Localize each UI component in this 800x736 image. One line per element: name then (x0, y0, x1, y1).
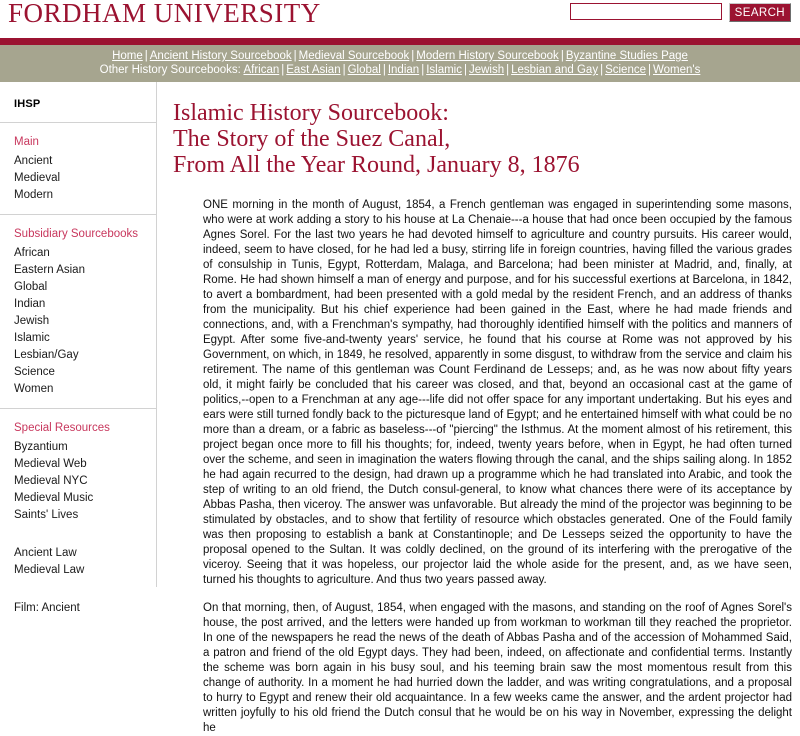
nav-secondary-label: Other History Sourcebooks: (99, 64, 241, 76)
page-title-line-3: From All the Year Round, January 8, 1876 (173, 152, 580, 178)
sidebar-title: IHSP (14, 98, 41, 110)
article-paragraph-1: ONE morning in the month of August, 1854, a French gentleman was engaged in superintending some masons, who were at work adding a story to his house at La Chenaie---a house that had once been occupied by the famous Agnes Sorel. For the last two years he had devoted himself to agriculture and country pursuits. His career would, indeed, seem to have closed, for he had led a busy, stirring life in foreign countries, having filled the various grades of consulship in Tunis, Egypt, Rotterdam, Malaga, and Barcelona; had been minister at Madrid, and, finally, at Rome. He had shown himself a man of energy and purpose, and for his successful exertions at Barcelona, in 1842, to avert a bombardment, had been presented with a gold medal by the resident French, and an address of thanks from the municipality. But his chief experience had been gained in the East, where he had made friends and connections, and, with a Frenchman's sympathy, had thoroughly identified himself with the politics and manners of Egypt. After some five-and-twenty years' service, he found that his course at Rome was not approved by his Government, on which, in 1849, he resolved, apparently in some disgust, to withdraw from the service and claim his retirement. The name of this gentleman was Count Ferdinand de Lesseps; and, as he was now about fifty years old, it might fairly be concluded that his career was closed, and that, beyond an occasional cast at the game of politics,--open to a Frenchman at any age---life did not offer space for any important undertaking. But his eyes and ears were still turned fondly back to the picturesque land of Egypt; and he entertained himself with what could be no more than a dream, or a fabric as baseless---of "piercing" the Isthmus. At the moment almost of his retirement, this project began once more to fill his thoughts; for, indeed, twenty years before, when in Egypt, he had often turned over the scheme, and seen in imagination the waters flowing through the canal, and the ships sailing along. In 1852 he had again recurred to the design, had drawn up a programme which he had translated into Arabic, and took the step of writing to an old friend, the Dutch consul-general, to know what chances there were of its acceptance by Abbas Pasha, then viceroy. The answer was unfavorable. But already the mind of the projector was beginning to be stimulated by obstacles, and to show that fertility of resource which obstacles generated. One of the Fould family was then proposing to establish a bank at Constantinople; and De Lesseps seized the opportunity to have the proposal opened to the Sultan. It was coldly declined, on the ground of its interfering with the prerogative of the viceroy. Seeing that it was hopeless, our projector laid the whole aside for the present, and, as we have seen, turned his thoughts to agriculture. And thus two years passed away. (203, 199, 792, 586)
sidebar-item-byzantium[interactable]: Byzantium (14, 441, 68, 453)
sidebar-item-global[interactable]: Global (14, 281, 48, 293)
sidebar-group-special-resources (0, 420, 156, 534)
page-title-line-2: The Story of the Suez Canal, (173, 126, 451, 152)
sidebar-item-african[interactable]: African (14, 247, 50, 259)
sidebar-item-science[interactable]: Science (14, 366, 55, 378)
nav-separator: | (560, 50, 564, 62)
site-navigation (0, 45, 800, 82)
nav-separator: | (506, 64, 510, 76)
sidebar-item-film-ancient[interactable]: Film: Ancient (14, 602, 80, 614)
sidebar-item-women[interactable]: Women (14, 383, 54, 395)
nav-separator: | (421, 64, 425, 76)
sidebar-item-ancient-law[interactable]: Ancient Law (14, 547, 77, 559)
nav-separator: | (382, 64, 386, 76)
article-paragraph-2: On that morning, then, of August, 1854, when engaged with the masons, and standing on the roof of Agnes Sorel's house, the post arrived, and the letters were handed up from workman to workman till they reached the proprietor. In one of the newspapers he read the news of the death of Abbas Pasha and of the accession of Mohammed Said, a patron and friend of the old Egypt days. They had been, indeed, on affectionate and confidential terms. Instantly the scheme was born again in his busy soul, and his teeming brain saw the most momentous result from this change of authority. In a moment he had hurried down the ladder, and was writing congratulations, and a proposal to hurry to Egypt and renew their old acquaintance. In a few weeks came the answer, and the ardent projector had written joyfully to his old friend the Dutch consul that he would be on his way in November, expressing the delight he (203, 602, 792, 734)
nav-separator: | (600, 64, 604, 76)
nav-row-primary (0, 49, 800, 63)
nav-link-science[interactable]: Science (605, 64, 646, 76)
nav-link-lesbian-and-gay[interactable]: Lesbian and Gay (511, 64, 599, 76)
masthead-divider-bar (0, 38, 800, 45)
nav-link-medieval-sourcebook[interactable]: Medieval Sourcebook (298, 50, 410, 62)
sidebar-divider (0, 408, 156, 409)
nav-link-modern-history-sourcebook[interactable]: Modern History Sourcebook (416, 50, 559, 62)
sidebar-spacer (0, 589, 156, 600)
nav-separator: | (411, 50, 415, 62)
sidebar-heading-special-resources: Special Resources (14, 422, 110, 434)
nav-link-islamic[interactable]: Islamic (426, 64, 462, 76)
search-input[interactable] (570, 3, 722, 20)
sidebar-item-medieval-music[interactable]: Medieval Music (14, 492, 94, 504)
sidebar-item-jewish[interactable]: Jewish (14, 315, 50, 327)
sidebar-spacer (0, 534, 156, 545)
nav-link-byzantine-studies-page[interactable]: Byzantine Studies Page (565, 50, 688, 62)
sidebar-group-subsidiary-sourcebooks (0, 226, 156, 408)
page-title-line-1: Islamic History Sourcebook: (173, 100, 449, 126)
nav-link-global[interactable]: Global (347, 64, 381, 76)
sidebar-divider (0, 214, 156, 215)
sidebar-group-film (0, 600, 156, 627)
page-body (0, 82, 800, 734)
masthead (0, 0, 800, 38)
sidebar-item-medieval-law[interactable]: Medieval Law (14, 564, 85, 576)
sidebar-item-eastern-asian[interactable]: Eastern Asian (14, 264, 85, 276)
sidebar-item-medieval[interactable]: Medieval (14, 172, 61, 184)
sidebar-group-law (0, 545, 156, 589)
sidebar-heading-main: Main (14, 136, 39, 148)
search-button[interactable]: SEARCH (729, 3, 791, 22)
sidebar-item-ancient[interactable]: Ancient (14, 155, 53, 167)
nav-link-home[interactable]: Home (112, 50, 143, 62)
site-brand: FORDHAM UNIVERSITY (8, 0, 321, 28)
sidebar-item-medieval-nyc[interactable]: Medieval NYC (14, 475, 88, 487)
sidebar-item-indian[interactable]: Indian (14, 298, 46, 310)
nav-separator: | (293, 50, 297, 62)
sidebar-heading-subsidiary-sourcebooks: Subsidiary Sourcebooks (14, 228, 139, 240)
main-content (157, 82, 800, 734)
nav-link-ancient-history-sourcebook[interactable]: Ancient History Sourcebook (149, 50, 292, 62)
nav-link-east-asian[interactable]: East Asian (286, 64, 341, 76)
sidebar-item-lesbian-gay[interactable]: Lesbian/Gay (14, 349, 79, 361)
nav-separator: | (281, 64, 285, 76)
nav-link-jewish[interactable]: Jewish (468, 64, 505, 76)
sidebar (0, 82, 157, 614)
sidebar-group-main (0, 134, 156, 214)
sidebar-divider (0, 122, 156, 123)
sidebar-item-modern[interactable]: Modern (14, 189, 53, 201)
sidebar-item-medieval-web[interactable]: Medieval Web (14, 458, 87, 470)
sidebar-item-saints-lives[interactable]: Saints' Lives (14, 509, 79, 521)
nav-separator: | (463, 64, 467, 76)
page-title (173, 100, 792, 178)
nav-link-womens[interactable]: Women's (653, 64, 701, 76)
nav-link-indian[interactable]: Indian (387, 64, 420, 76)
nav-separator: | (648, 64, 651, 76)
nav-separator: | (144, 50, 148, 62)
sidebar-item-islamic[interactable]: Islamic (14, 332, 50, 344)
search-form (570, 3, 791, 22)
nav-link-african[interactable]: African (243, 64, 280, 76)
nav-row-secondary (0, 63, 800, 77)
nav-separator: | (342, 64, 346, 76)
